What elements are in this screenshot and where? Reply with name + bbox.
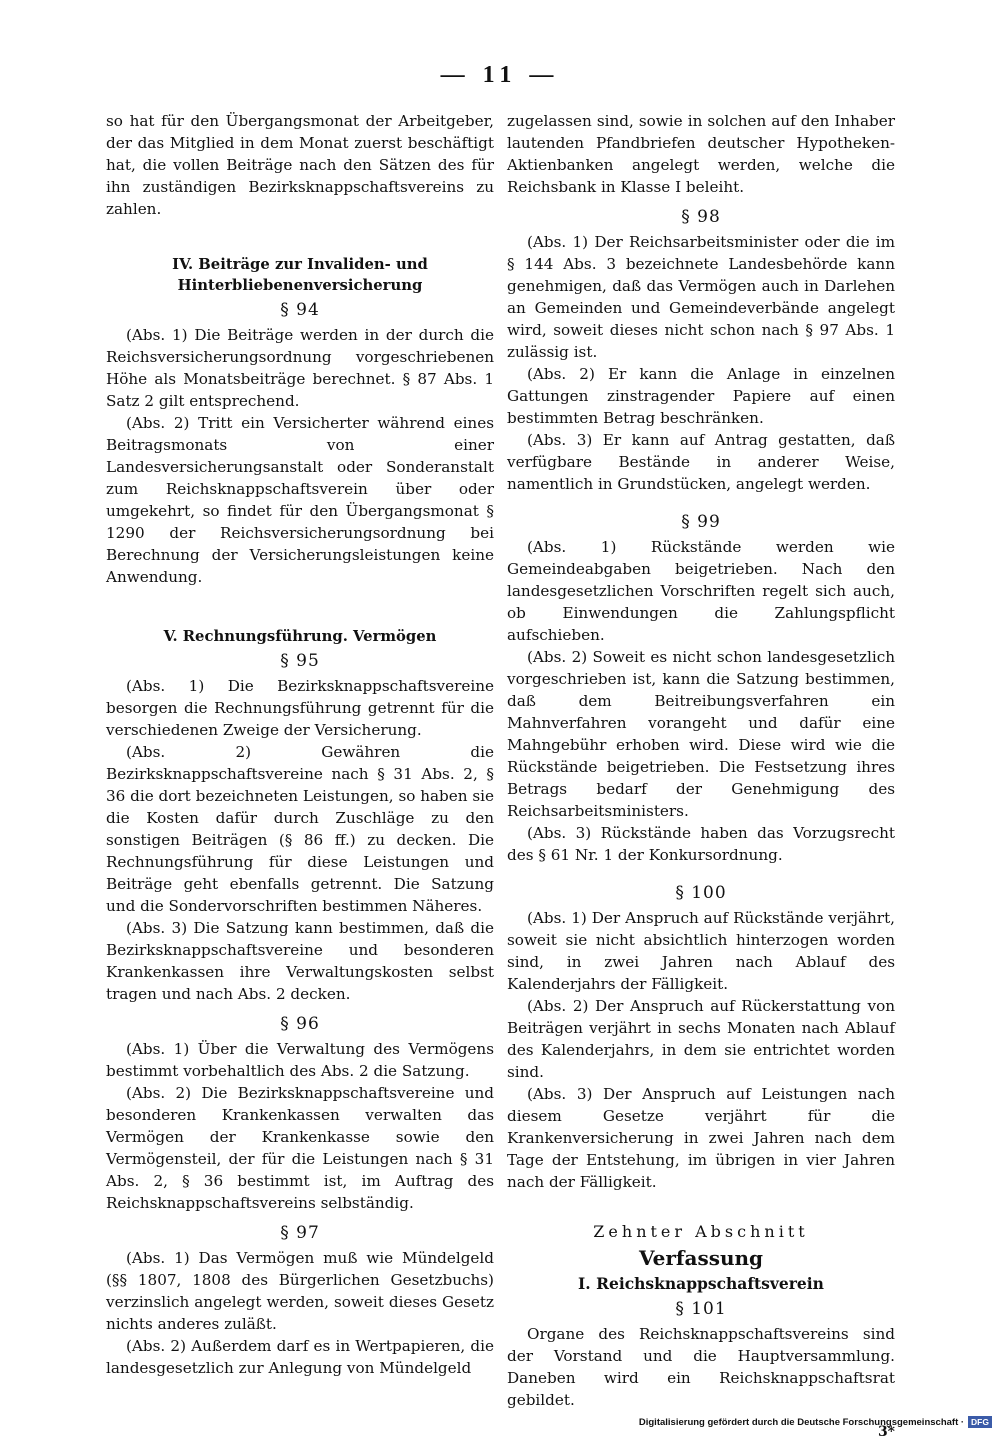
paragraph-99-abs-3: (Abs. 3) Rückstände haben das Vorzugsrecht des § 61 Nr. 1 der Konkursordnung. xyxy=(507,824,895,864)
intro-paragraph: so hat für den Übergangsmonat der Arbeitgeber, der das Mitglied in dem Monat zuerst beschäftigt hat, die vollen Beiträge nach den Sätzen des für ihn zuständigen Bezirksknappschaftsvereins zu zahlen. xyxy=(106,112,494,218)
paragraph-mark-98: § 98 xyxy=(681,207,721,227)
paragraph-mark-94: § 94 xyxy=(280,300,320,320)
paragraph-94-abs-1: (Abs. 1) Die Beiträge werden in der durch die Reichsversicherungsordnung vorgeschriebenen Höhe als Monatsbeiträge berechnet. § 87 Abs. 1 Satz 2 gilt entsprechend. xyxy=(106,326,494,410)
paragraph-98-abs-2: (Abs. 2) Er kann die Anlage in einzelnen Gattungen zinstragender Papiere auf einen bestimmten Betrag beschränken. xyxy=(507,365,895,427)
paragraph-95-abs-2: (Abs. 2) Gewähren die Bezirksknappschaftsvereine nach § 31 Abs. 2, § 36 die dort bezeichneten Leistungen, so haben sie die Kosten dafür durch Zuschläge zu den sonstigen Beiträgen (§ 86 ff.) zu decken. Die Rechnungsführung für diese Leistungen und Beiträge geht ebenfalls getrennt. Die Satzung und die Sondervorschriften bestimmen Näheres. xyxy=(106,743,495,915)
paragraph-97-abs-1: (Abs. 1) Das Vermögen muß wie Mündelgeld (§§ 1807, 1808 des Bürgerlichen Gesetzbuchs) verzinslich angelegt werden, soweit dieses Gesetz nichts anderes zuläßt. xyxy=(106,1249,494,1333)
section-heading-v: V. Rechnungsführung. Vermögen xyxy=(163,628,437,645)
paragraph-101: Organe des Reichsknappschaftsvereins sind der Vorstand und die Hauptversammlung. Daneben wird ein Reichsknappschaftsrat gebildet. xyxy=(507,1325,895,1409)
sub-heading-reichsknappschaftsverein: I. Reichsknappschaftsverein xyxy=(578,1274,824,1293)
footer-text: Digitalisierung gefördert durch die Deutsche Forschungsgemeinschaft · xyxy=(638,1416,965,1428)
paragraph-97-abs-2: (Abs. 2) Außerdem darf es in Wertpapieren, die landesgesetzlich zur Anlegung von Mündelgeld xyxy=(106,1337,494,1377)
paragraph-99-abs-1: (Abs. 1) Rückstände werden wie Gemeindeabgaben beigetrieben. Nach den landesgesetzlichen Vorschriften regelt sich auch, ob Einwendungen die Zahlungspflicht aufschieben. xyxy=(507,538,895,644)
continuation-paragraph: zugelassen sind, sowie in solchen auf den Inhaber lautenden Pfandbriefen deutscher Hypotheken-Aktienbanken angelegt werden, welche die Reichsbank in Klasse I beleiht. xyxy=(507,112,895,196)
page-number: — 11 — xyxy=(440,62,560,88)
paragraph-mark-95: § 95 xyxy=(280,651,320,671)
paragraph-94-abs-2: (Abs. 2) Tritt ein Versicherter während eines Beitragsmonats von einer Landesversicherungsanstalt oder Sonderanstalt zum Reichsknappschaftsverein über oder umgekehrt, so findet für den Übergangsmonat § 1290 der Reichsversicherungsordnung bei Berechnung der Versicherungsleistungen keine Anwendung. xyxy=(106,414,494,586)
paragraph-95-abs-3: (Abs. 3) Die Satzung kann bestimmen, daß die Bezirksknappschaftsvereine und besonderen Krankenkassen ihre Verwaltungskosten selbst tragen und nach Abs. 2 decken. xyxy=(106,919,494,1003)
paragraph-mark-99: § 99 xyxy=(681,512,721,532)
paragraph-98-abs-1: (Abs. 1) Der Reichsarbeitsminister oder die im § 144 Abs. 3 bezeichnete Landesbehörde kann genehmigen, daß das Vermögen auch in Darlehen an Gemeinden und Gemeindeverbände angelegt wird, soweit dieses nicht schon nach § 97 Abs. 1 zulässig ist. xyxy=(507,233,895,361)
left-column xyxy=(106,110,494,1379)
chapter-label: Zehnter Abschnitt xyxy=(593,1222,809,1241)
right-column xyxy=(507,110,895,1443)
paragraph-mark-96: § 96 xyxy=(280,1014,320,1034)
paragraph-96-abs-2: (Abs. 2) Die Bezirksknappschaftsvereine und besonderen Krankenkassen verwalten das Vermögen der Krankenkasse sowie den Vermögensteil, der für die Leistungen nach § 31 Abs. 2, § 36 bestimmt ist, im Auftrag des Reichsknappschaftsvereins selbständig. xyxy=(106,1084,494,1212)
paragraph-100-abs-1: (Abs. 1) Der Anspruch auf Rückstände verjährt, soweit sie nicht absichtlich hinterzogen worden sind, in zwei Jahren nach Ablauf des Kalenderjahrs der Fälligkeit. xyxy=(507,909,895,993)
dfg-logo-icon: DFG xyxy=(968,1416,992,1428)
paragraph-98-abs-3: (Abs. 3) Er kann auf Antrag gestatten, daß verfügbare Bestände in anderer Weise, namentlich in Grundstücken, angelegt werden. xyxy=(507,431,895,493)
paragraph-mark-97: § 97 xyxy=(280,1223,320,1243)
signature-mark: 3* xyxy=(877,1424,895,1440)
paragraph-mark-101: § 101 xyxy=(675,1299,727,1319)
paragraph-96-abs-1: (Abs. 1) Über die Verwaltung des Vermögens bestimmt vorbehaltlich des Abs. 2 die Satzung. xyxy=(106,1040,494,1080)
section-heading-iv: IV. Beiträge zur Invaliden- und Hinterbliebenenversicherung xyxy=(172,256,428,294)
chapter-title: Verfassung xyxy=(638,1246,764,1270)
paragraph-mark-100: § 100 xyxy=(675,883,727,903)
paragraph-99-abs-2: (Abs. 2) Soweit es nicht schon landesgesetzlich vorgeschrieben ist, kann die Satzung bestimmen, daß dem Beitreibungsverfahren ein Mahnverfahren vorangeht und dafür eine Mahngebühr erhoben wird. Diese wird wie die Rückstände beigetrieben. Die Festsetzung ihres Betrags bedarf der Genehmigung des Reichsarbeitsministers. xyxy=(507,648,895,820)
paragraph-100-abs-3: (Abs. 3) Der Anspruch auf Leistungen nach diesem Gesetze verjährt für die Krankenversicherung in zwei Jahren nach dem Tage der Entstehung, im übrigen in vier Jahren nach der Fälligkeit. xyxy=(507,1085,895,1191)
paragraph-95-abs-1: (Abs. 1) Die Bezirksknappschaftsvereine besorgen die Rechnungsführung getrennt für die verschiedenen Zweige der Versicherung. xyxy=(106,677,494,739)
paragraph-100-abs-2: (Abs. 2) Der Anspruch auf Rückerstattung von Beiträgen verjährt in sechs Monaten nach Ablauf des Kalenderjahrs, in dem sie entrichtet worden sind. xyxy=(507,997,895,1081)
digitization-footer xyxy=(639,1416,992,1428)
